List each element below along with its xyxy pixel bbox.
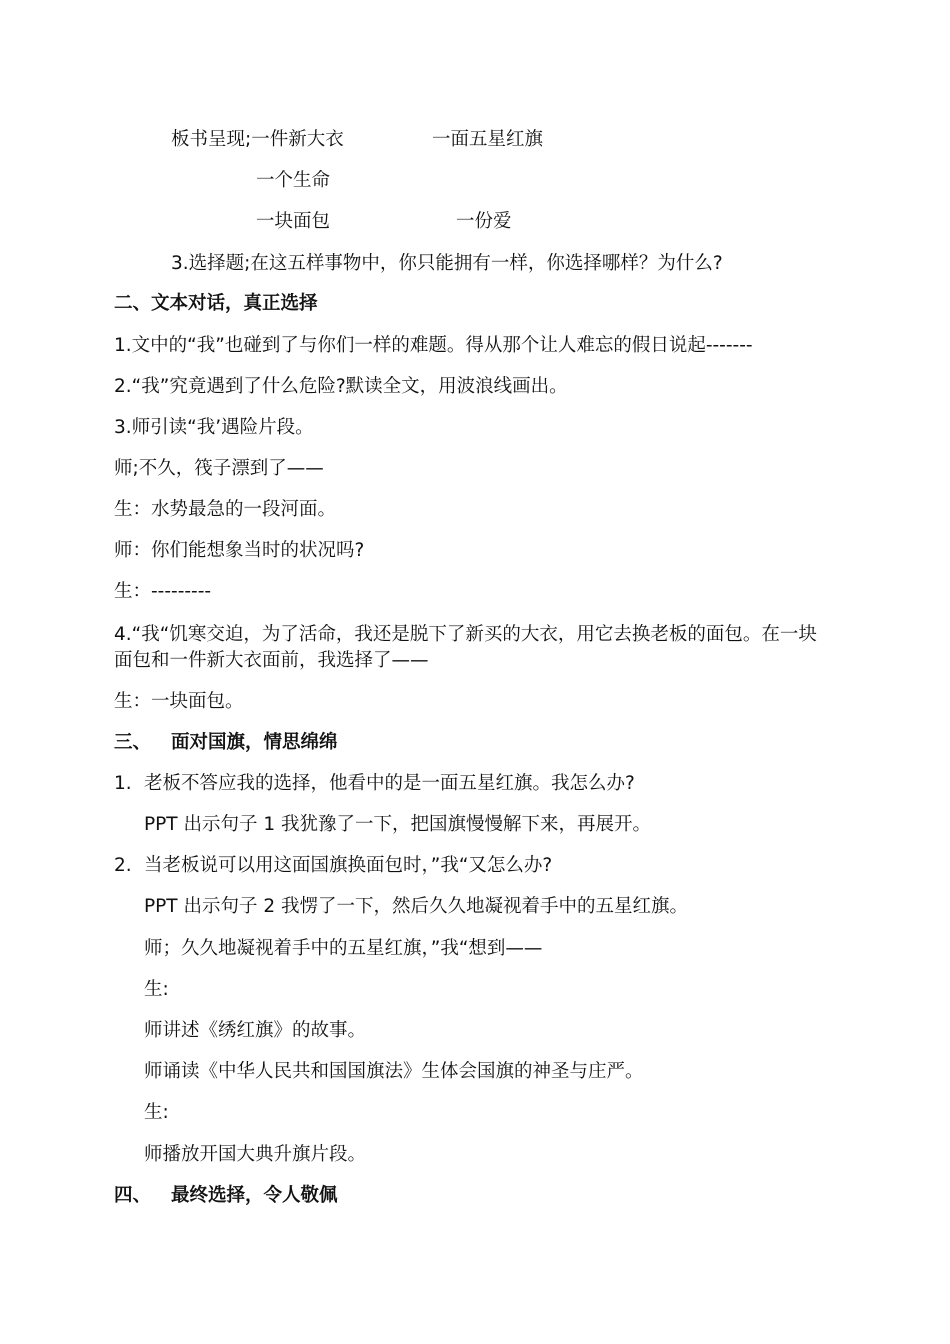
section-3-line-2: 生: [144, 979, 169, 1000]
section-3-item-1 [114, 772, 635, 796]
section-3-line-6: 师播放开国大典升旗片段。 [144, 1144, 367, 1165]
section-3-item-2-sub: PPT 出示句子 2 我愣了一下，然后久久地凝视着手中的五星红旗。 [144, 896, 689, 917]
section-3-item-2-number: 2. [114, 855, 132, 876]
section-3-title: 面对国旗，情思绵绵 [171, 732, 338, 753]
section-2-para-7: 生：--------- [114, 581, 212, 602]
section-2-para-1: 1.文中的“我”也碰到了与你们一样的难题。得从那个让人难忘的假日说起------- [114, 335, 753, 356]
section-2-para-5: 生：水势最急的一段河面。 [114, 499, 337, 520]
section-2-para-6: 师：你们能想象当时的状况吗? [114, 540, 365, 561]
section-3-line-5: 生: [144, 1102, 169, 1123]
section-3-item-2-text: 当老板说可以用这面国旗换面包时，”我“又怎么办? [144, 855, 553, 876]
section-3-line-4: 师诵读《中华人民共和国国旗法》生体会国旗的神圣与庄严。 [144, 1061, 644, 1082]
section-3-item-1-text: 老板不答应我的选择，他看中的是一面五星红旗。我怎么办? [144, 773, 635, 794]
section-2-para-3: 3.师引读“我’遇险片段。 [114, 417, 314, 438]
section-3-item-2 [114, 854, 552, 878]
board-line-1-right: 一面五星红旗 [432, 129, 544, 150]
board-line-2: 一个生命 [256, 170, 331, 191]
board-line-3-right: 一份爱 [456, 211, 512, 232]
board-line-3-left: 一块面包 [256, 211, 331, 232]
section-2-para-9: 生：一块面包。 [114, 691, 244, 712]
section-3-number: 三、 [114, 732, 152, 753]
section-4-number: 四、 [114, 1185, 152, 1206]
section-3-line-3: 师讲述《绣红旗》的故事。 [144, 1020, 367, 1041]
board-line-1-left: 板书呈现;一件新大衣 [171, 129, 344, 150]
section-2-para-8: 4.“我“饥寒交迫，为了活命，我还是脱下了新买的大衣，用它去换老板的面包。在一块面包和一件新大衣面前，我选择了—— [114, 624, 817, 671]
section-3-item-1-number: 1. [114, 773, 132, 794]
section-2-para-4: 师;不久，筏子漂到了—— [114, 458, 324, 479]
section-3-item-1-sub: PPT 出示句子 1 我犹豫了一下，把国旗慢慢解下来，再展开。 [144, 814, 652, 835]
choice-question: 3.选择题;在这五样事物中，你只能拥有一样，你选择哪样？为什么? [171, 253, 723, 274]
section-3-heading [114, 731, 338, 755]
section-2-para-2: 2.“我”究竟遇到了什么危险?默读全文，用波浪线画出。 [114, 376, 568, 397]
section-4-heading [114, 1184, 338, 1208]
section-4-title: 最终选择，令人敬佩 [171, 1185, 338, 1206]
section-3-line-1: 师；久久地凝视着手中的五星红旗，”我“想到—— [144, 938, 543, 959]
section-2-heading: 二、文本对话，真正选择 [114, 293, 318, 314]
